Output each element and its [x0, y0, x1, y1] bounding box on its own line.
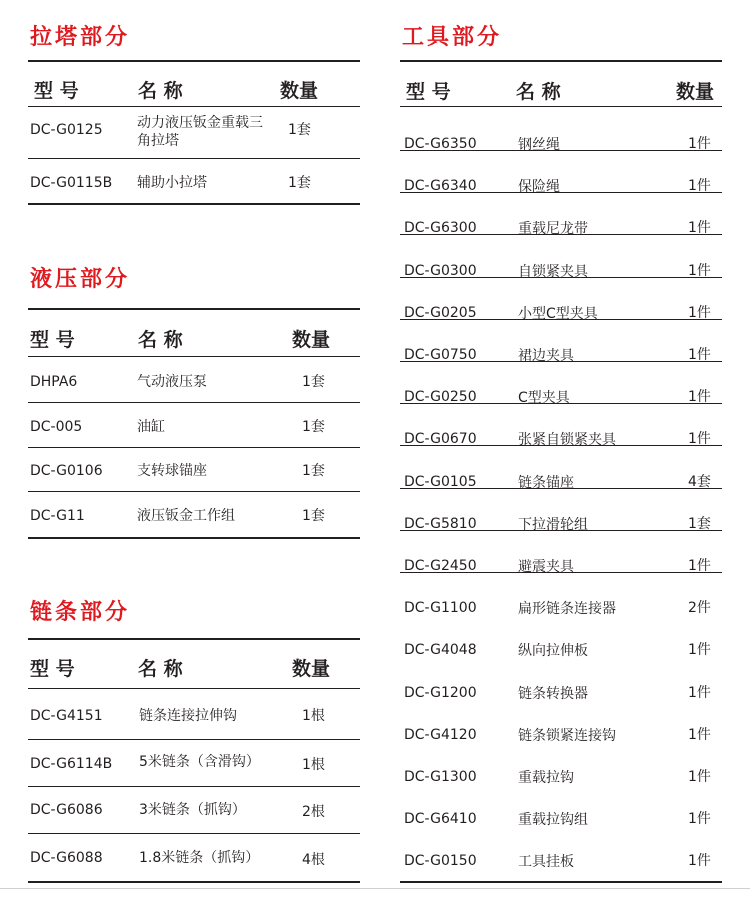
chain-row-2-model: DC-G6114B [30, 756, 113, 772]
tower-row-2-qty: 1套 [288, 175, 311, 191]
tools-row-model: DC-G0750 [404, 347, 477, 363]
tools-row-name: 张紧自锁紧夹具 [518, 432, 616, 449]
chain-row-4-model: DC-G6088 [30, 850, 103, 866]
chain-row-1-name: 链条连接拉伸钩 [139, 708, 237, 724]
row-divider [28, 402, 360, 403]
tools-row-name: 重载尼龙带 [518, 221, 588, 238]
row-underline [400, 488, 722, 489]
hydraulic-row-3-model: DC-G0106 [30, 463, 103, 479]
tools-row-qty: 1件 [688, 684, 711, 701]
hydraulic-row-1-qty: 1套 [302, 374, 325, 390]
hydraulic-row-4-model: DC-G11 [30, 508, 85, 524]
chain-row-4-name: 1.8米链条（抓钩） [139, 850, 260, 866]
header-qty: 数量 [292, 658, 331, 680]
chain-row-3-model: DC-G6086 [30, 802, 103, 818]
chain-row-1-qty: 1根 [302, 708, 325, 724]
tools-row-qty: 1件 [688, 642, 711, 659]
header-top-rule [28, 638, 360, 640]
hydraulic-row-4-qty: 1套 [302, 508, 325, 524]
table-bottom-rule [28, 881, 360, 883]
tools-row-name: 裙边夹具 [518, 348, 574, 364]
row-underline [400, 150, 722, 151]
row-underline [400, 572, 722, 573]
header-name: 名 称 [138, 658, 183, 680]
chain-row-3-name: 3米链条（抓钩） [139, 802, 246, 818]
tools-row-model: DC-G6340 [404, 178, 477, 195]
row-divider [28, 447, 360, 448]
tools-row-qty: 2件 [688, 600, 711, 617]
tools-row-model: DC-G1100 [404, 600, 477, 617]
row-divider [28, 739, 360, 740]
tools-row-qty: 1件 [688, 347, 711, 363]
tools-row-name: 工具挂板 [518, 854, 574, 871]
chain-row-3-qty: 2根 [302, 804, 325, 820]
tower-row-1-qty: 1套 [288, 122, 311, 138]
tools-row-name: 扁形链条连接器 [518, 601, 616, 618]
tools-row-qty: 1件 [688, 136, 711, 152]
header-top-rule [400, 60, 722, 62]
tools-row-name: C型夹具 [518, 390, 570, 407]
tools-row-qty: 1件 [688, 262, 711, 279]
tools-row-qty: 1件 [688, 389, 711, 406]
table-bottom-rule [28, 537, 360, 539]
tools-row-model: DC-G5810 [404, 515, 477, 532]
tools-row-name: 小型C型夹具 [518, 305, 598, 322]
chain-row-2-qty: 1根 [302, 757, 325, 773]
tools-row-model: DC-G0105 [404, 473, 477, 490]
chain-row-1-model: DC-G4151 [30, 708, 103, 724]
tools-row-name: 链条锁紧连接钩 [518, 727, 616, 744]
header-model: 型 号 [30, 329, 75, 351]
header-model: 型 号 [34, 80, 79, 102]
row-underline [400, 192, 722, 193]
table-bottom-rule [28, 203, 360, 205]
header-bottom-rule [400, 106, 722, 107]
row-divider [28, 833, 360, 834]
header-top-rule [28, 60, 360, 62]
row-divider [28, 158, 360, 159]
tools-row-name: 链条锚座 [518, 474, 574, 491]
row-underline [400, 319, 722, 320]
header-name: 名 称 [516, 81, 561, 103]
tools-row-model: DC-G0670 [404, 431, 477, 448]
header-qty: 数量 [280, 80, 319, 102]
tools-row-qty: 1套 [688, 515, 711, 532]
tools-row-name: 重载拉钩 [518, 770, 574, 786]
tower-row-2-model: DC-G0115B [30, 175, 113, 191]
tools-row-model: DC-G0205 [404, 304, 477, 321]
header-qty: 数量 [676, 81, 715, 103]
header-model: 型 号 [406, 81, 451, 103]
tools-section-title: 工具部分 [402, 25, 503, 50]
hydraulic-row-3-name: 支转球锚座 [137, 463, 207, 479]
tools-row-model: DC-G0150 [404, 853, 477, 870]
tools-row-name: 链条转换器 [518, 685, 588, 702]
hydraulic-section-title: 液压部分 [30, 267, 131, 292]
tools-row-qty: 1件 [688, 431, 711, 448]
tools-row-model: DC-G6350 [404, 136, 477, 152]
row-underline [400, 234, 722, 235]
tools-row-model: DC-G6300 [404, 220, 477, 237]
tower-row-1-name: 动力液压钣金重载三角拉塔 [137, 115, 263, 149]
tools-row-name: 纵向拉伸板 [518, 643, 588, 660]
chain-row-2-name: 5米链条（含滑钩） [139, 754, 260, 770]
tower-section-title: 拉塔部分 [30, 25, 131, 50]
tools-row-model: DC-G0300 [404, 262, 477, 279]
chain-row-4-qty: 4根 [302, 852, 325, 868]
header-bottom-rule [28, 356, 360, 357]
tools-row-name: 钢丝绳 [518, 137, 560, 153]
tools-row-name: 避震夹具 [518, 559, 574, 575]
tools-row-model: DC-G1300 [404, 769, 477, 785]
row-underline [400, 277, 722, 278]
tools-row-qty: 4套 [688, 473, 711, 490]
page-bottom-divider [0, 888, 750, 889]
row-underline [400, 530, 722, 531]
tools-row-name: 重载拉钩组 [518, 812, 588, 829]
tools-row-qty: 1件 [688, 304, 711, 321]
tower-row-1-model: DC-G0125 [30, 122, 103, 138]
hydraulic-row-1-name: 气动液压泵 [137, 374, 207, 390]
row-underline [400, 403, 722, 404]
header-name: 名 称 [138, 329, 183, 351]
hydraulic-row-2-qty: 1套 [302, 419, 325, 435]
hydraulic-row-3-qty: 1套 [302, 463, 325, 479]
row-underline [400, 361, 722, 362]
hydraulic-row-2-name: 油缸 [137, 419, 165, 435]
row-divider [28, 786, 360, 787]
tools-row-qty: 1件 [688, 558, 711, 574]
tools-row-name: 下拉滑轮组 [518, 516, 588, 533]
chain-section-title: 链条部分 [30, 600, 131, 625]
row-underline [400, 445, 722, 446]
tools-row-qty: 1件 [688, 811, 711, 828]
tools-row-qty: 1件 [688, 769, 711, 785]
tools-row-model: DC-G1200 [404, 684, 477, 701]
tools-row-qty: 1件 [688, 726, 711, 743]
header-qty: 数量 [292, 329, 331, 351]
tools-row-model: DC-G2450 [404, 558, 477, 574]
table-bottom-rule [400, 881, 722, 883]
header-top-rule [28, 308, 360, 310]
tools-row-model: DC-G0250 [404, 389, 477, 406]
tools-row-model: DC-G6410 [404, 811, 477, 828]
hydraulic-row-2-model: DC-005 [30, 419, 83, 435]
tools-row-name: 自锁紧夹具 [518, 263, 588, 280]
hydraulic-row-4-name: 液压钣金工作组 [137, 508, 235, 524]
hydraulic-row-1-model: DHPA6 [30, 374, 78, 390]
header-name: 名 称 [138, 80, 183, 102]
header-model: 型 号 [30, 658, 75, 680]
header-bottom-rule [28, 688, 360, 689]
tools-row-model: DC-G4120 [404, 726, 477, 743]
tools-row-qty: 1件 [688, 178, 711, 195]
tools-row-qty: 1件 [688, 853, 711, 870]
tools-row-name: 保险绳 [518, 179, 560, 196]
tower-row-2-name: 辅助小拉塔 [137, 175, 207, 191]
tools-row-model: DC-G4048 [404, 642, 477, 659]
header-bottom-rule [28, 106, 360, 107]
tools-row-qty: 1件 [688, 220, 711, 237]
row-divider [28, 491, 360, 492]
